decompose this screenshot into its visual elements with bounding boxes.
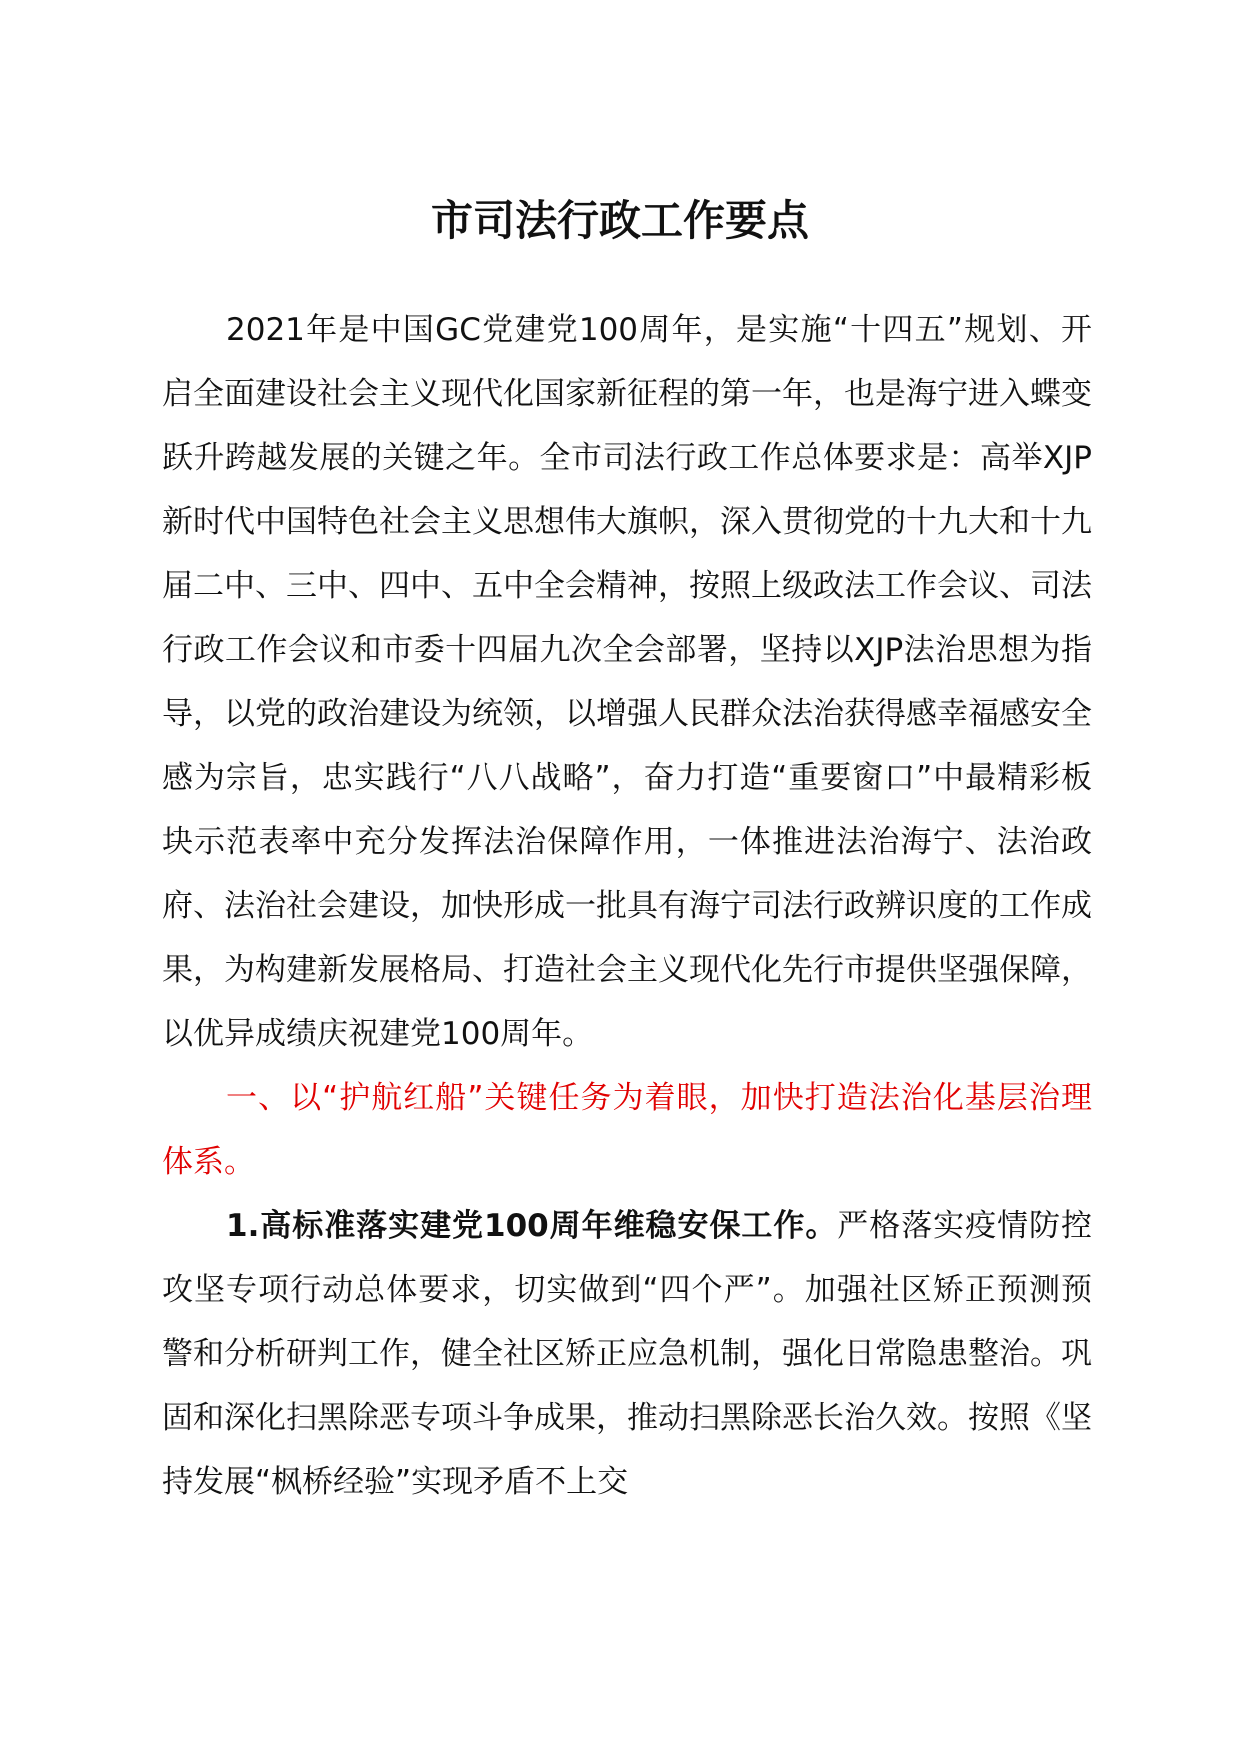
intro-paragraph: 2021年是中国GC党建党100周年，是实施“十四五”规划、开启全面建设社会主义现代化国家新征程的第一年，也是海宁进入蝶变跃升跨越发展的关键之年。全市司法行政工作总体要求是：高举XJP新时代中国特色社会主义思想伟大旗帜，深入贯彻党的十九大和十九届二中、三中、四中、五中全会精神，按照上级政法工作会议、司法行政工作会议和市委十四届九次全会部署，坚持以XJP法治思想为指导，以党的政治建设为统领，以增强人民群众法治获得感幸福感安全感为宗旨，忠实践行“八八战略”，奋力打造“重要窗口”中最精彩板块示范表率中充分发挥法治保障作用，一体推进法治海宁、法治政府、法治社会建设，加快形成一批具有海宁司法行政辨识度的工作成果，为构建新发展格局、打造社会主义现代化先行市提供坚强保障，以优异成绩庆祝建党100周年。 bbox=[162, 312, 1092, 1052]
item-lead-1: 1.高标准落实建党100周年维稳安保工作。 bbox=[226, 1208, 838, 1244]
document-title: 市司法行政工作要点 bbox=[430, 196, 809, 245]
item-paragraph-1 bbox=[162, 1194, 1092, 1514]
item-text-1: 严格落实疫情防控攻坚专项行动总体要求，切实做到“四个严”。加强社区矫正预测预警和分析研判工作，健全社区矫正应急机制，强化日常隐患整治。巩固和深化扫黑除恶专项斗争成果，推动扫黑除恶长治久效。按照《坚持发展“枫桥经验”实现矛盾不上交 bbox=[162, 1208, 1092, 1500]
document-body bbox=[162, 298, 1092, 1514]
section-heading-1: 一、以“护航红船”关键任务为着眼，加快打造法治化基层治理体系。 bbox=[162, 1080, 1092, 1180]
